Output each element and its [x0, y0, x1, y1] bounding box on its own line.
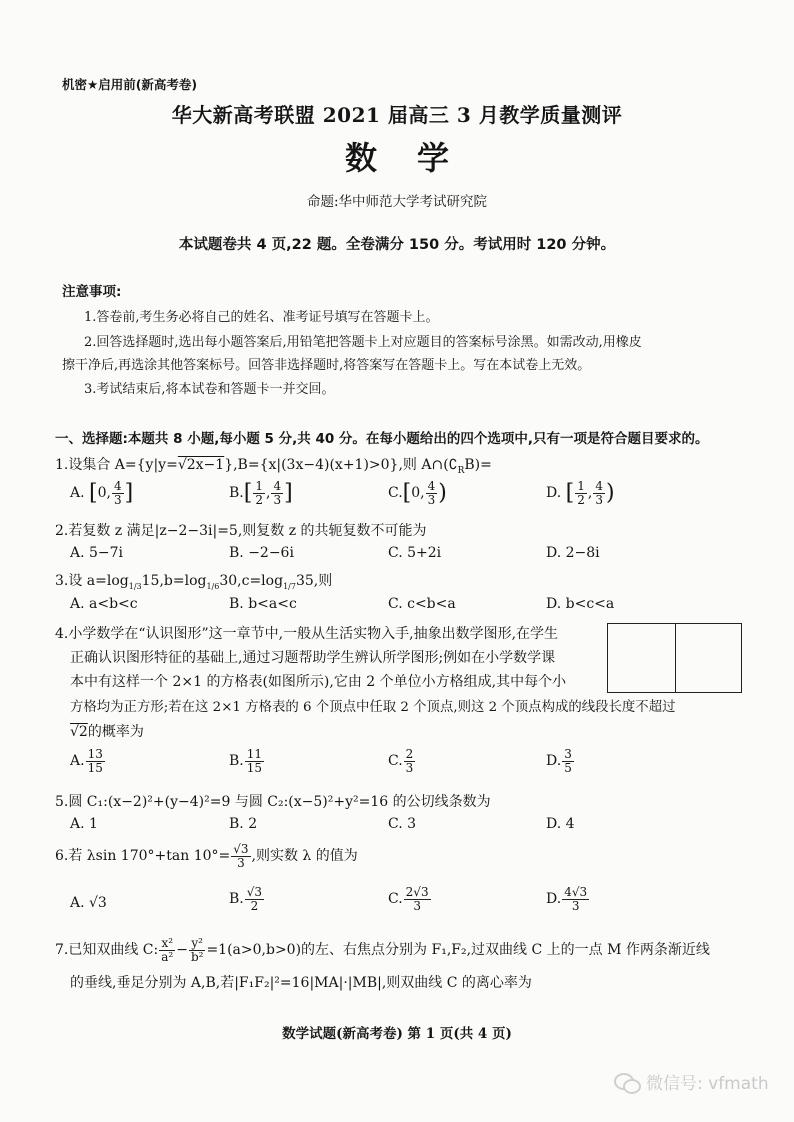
question-2-option-d: D. 2−8i — [546, 545, 600, 561]
notice-heading: 注意事项: — [62, 284, 122, 300]
question-6-option-b: B. $\frac{√3}{2}$ — [229, 885, 263, 913]
question-2-option-b: B. −2−6i — [229, 545, 294, 561]
question-4-line-3: 本中有这样一个 2×1 的方格表(如图所示),它由 2 个单位小方格组成,其中每个小 — [70, 674, 567, 690]
confidential-mark: 机密★启用前(新高考卷) — [62, 77, 198, 92]
question-4-line-4: 方格均为正方形;若在这 2×1 方格表的 6 个顶点中任取 2 个顶点,则这 2 个顶点构成的线段长度不超过 — [70, 700, 676, 715]
notice-item-1: 1.答卷前,考生务必将自己的姓名、准考证号填写在答题卡上。 — [84, 310, 439, 325]
question-1-option-a: A. [0, $\frac{4}{3}$ ] — [70, 479, 134, 507]
question-5-option-d: D. 4 — [546, 816, 575, 832]
notice-item-2: 2.回答选择题时,选出每小题答案后,用铅笔把答题卡上对应题目的答案标号涂黑。如需改动,用橡皮 — [84, 335, 642, 350]
wechat-icon — [614, 1071, 640, 1093]
subject-title: 数学 — [344, 139, 489, 177]
notice-item-3: 3.考试结束后,将本试卷和答题卡一并交回。 — [84, 382, 335, 397]
question-4-line-2: 正确认识图形特征的基础上,通过习题帮助学生辨认所学图形;例如在小学数学课 — [70, 650, 556, 666]
question-1-option-c: C.[0, $\frac{4}{3}$ ) — [388, 479, 447, 507]
question-3-option-a: A. a<b<c — [70, 596, 138, 612]
question-4-option-b: B. $\frac{11}{15}$ — [229, 747, 263, 775]
question-3-option-c: C. c<b<a — [388, 596, 456, 612]
question-2-option-a: A. 5−7i — [70, 545, 124, 561]
question-7-line-2: 的垂线,垂足分别为 A,B,若|F₁F₂|²=16|MA|·|MB|,则双曲线 C 的离心率为 — [70, 975, 532, 991]
page-footer: 数学试题(新高考卷) 第 1 页(共 4 页) — [282, 1026, 512, 1042]
question-3-option-b: B. b<a<c — [229, 596, 297, 612]
question-1-option-d: D. [ $\frac{1}{2}$ , $\frac{4}{3}$ ) — [546, 479, 615, 507]
question-3-option-d: D. b<c<a — [546, 596, 615, 612]
watermark-text: 微信号: vfmath — [646, 1074, 769, 1094]
question-4-option-c: C. $\frac{2}{3}$ — [388, 747, 414, 775]
question-4-line-5: √2的概率为 — [70, 724, 144, 740]
question-5-option-a: A. 1 — [70, 816, 98, 832]
question-2-option-c: C. 5+2i — [388, 545, 442, 561]
notice-item-2-cont: 擦干净后,再选涂其他答案标号。回答非选择题时,将答案写在答题卡上。写在本试卷上无效。 — [62, 358, 591, 373]
question-7-line-1: 7.已知双曲线 C: $\frac{\text{x²}}{\text{a²}}$ − $\frac{\text{y²}}{\text{b²}}$ =1(a>0,b>0)的左、右焦点分别为 F₁,F₂,过双曲线 C 上的一点 M 作两条渐近线 — [55, 936, 710, 964]
question-6-stem: 6.若 λsin 170°+tan 10°= $\frac{√3}{3}$ ,则实数 λ 的值为 — [55, 842, 358, 870]
question-4-line-1: 4.小学数学在“认识图形”这一章节中,一般从生活实物入手,抽象出数学图形,在学生 — [55, 626, 559, 642]
question-5-option-c: C. 3 — [388, 816, 417, 832]
watermark — [614, 1069, 769, 1094]
question-6-option-a: A. √3 — [70, 895, 107, 911]
question-1-stem: 1.设集合 A={y|y=√2x−1},B={x|(3x−4)(x+1)>0},则 $A\cap(∁_RB)=$ — [55, 457, 492, 476]
question-1-option-b: B.[ $\frac{1}{2}$ , $\frac{4}{3}$ ] — [229, 479, 293, 507]
question-6-option-c: C. $\frac{2√3}{3}$ — [388, 885, 429, 913]
question-2-stem: 2.若复数 z 满足|z−2−3i|=5,则复数 z 的共轭复数不可能为 — [55, 523, 427, 539]
grid-2x1-figure — [607, 623, 742, 693]
question-6-option-d: D. $\frac{4√3}{3}$ — [546, 885, 588, 913]
section-heading: 一、选择题:本题共 8 小题,每小题 5 分,共 40 分。在每小题给出的四个选项中,只有一项是符合题目要求的。 — [55, 431, 709, 447]
question-4-option-a: A. $\frac{13}{15}$ — [70, 747, 103, 775]
question-5-option-b: B. 2 — [229, 816, 258, 832]
exam-title: 华大新高考联盟 2021 届高三 3 月教学质量测评 — [171, 103, 623, 127]
grid-divider — [675, 624, 676, 692]
exam-info: 本试题卷共 4 页,22 题。全卷满分 150 分。考试用时 120 分钟。 — [178, 237, 616, 253]
question-4-option-d: D. $\frac{3}{5}$ — [546, 747, 572, 775]
question-5-stem: 5.圆 C₁:(x−2)²+(y−4)²=9 与圆 C₂:(x−5)²+y²=16 的公切线条数为 — [55, 794, 491, 810]
question-3-stem: 3.设 $a=\log_{1/3}15,b=\log_{1/6}30,c=\log_{1/7}35$,则 — [55, 573, 333, 591]
author-line: 命题:华中师范大学考试研究院 — [306, 194, 488, 210]
